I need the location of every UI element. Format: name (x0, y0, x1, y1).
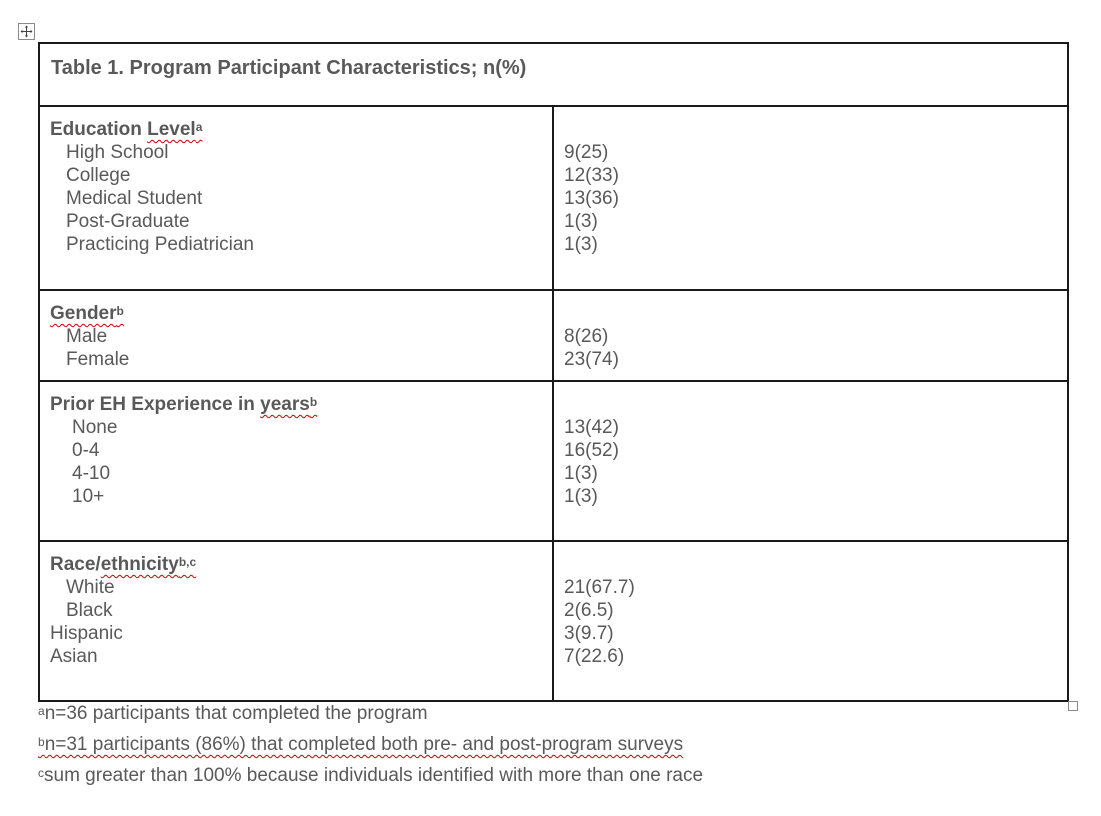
list-item-value: 12(33) (564, 165, 619, 186)
section-heading-education: Education Level$^a$ (50, 119, 203, 140)
list-item-label: High School (66, 142, 169, 163)
list-item-label: White (66, 577, 115, 598)
table-footnotes (38, 702, 703, 795)
table-move-handle-icon[interactable] (18, 23, 35, 40)
gender-label-cell[interactable] (39, 290, 553, 381)
participant-characteristics-table (38, 42, 1069, 702)
list-item-label: Medical Student (66, 188, 203, 209)
list-item-label: 4-10 (72, 463, 111, 484)
footnote-a: $^a$n=36 participants that completed the program (38, 703, 428, 724)
table-row-gender (39, 290, 1068, 381)
list-item-value: 23(74) (564, 349, 619, 370)
list-item-label: 0-4 (72, 440, 100, 461)
table-resize-handle-icon[interactable] (1068, 701, 1078, 711)
list-item-label: Black (66, 600, 113, 621)
list-item-label: Male (66, 326, 108, 347)
section-heading-race-ethnicity: Race/ethnicity$^{b,c}$ (50, 554, 197, 575)
list-item-label: Asian (50, 646, 98, 667)
list-item-value: 13(42) (564, 417, 619, 438)
list-item-label: Post-Graduate (66, 211, 190, 232)
footnote-c: $^c$sum greater than 100% because individuals identified with more than one race (38, 765, 704, 786)
list-item-value: 1(3) (564, 211, 598, 232)
section-heading-prior-experience: Prior EH Experience in years$^b$ (50, 394, 318, 415)
list-item-value: 9(25) (564, 142, 609, 163)
race-label-cell[interactable] (39, 541, 553, 701)
list-item-value: 2(6.5) (564, 600, 614, 621)
list-item-label: College (66, 165, 131, 186)
list-item-label: None (72, 417, 118, 438)
table-row-prior-experience (39, 381, 1068, 541)
list-item-label: Practicing Pediatrician (66, 234, 254, 255)
table-title-row (39, 43, 1068, 106)
list-item-value: 1(3) (564, 486, 598, 507)
list-item-value: 21(67.7) (564, 577, 635, 598)
list-item-value: 3(9.7) (564, 623, 614, 644)
list-item-value: 1(3) (564, 463, 598, 484)
list-item-value: 7(22.6) (564, 646, 625, 667)
list-item-value: 1(3) (564, 234, 598, 255)
list-item-value: 16(52) (564, 440, 619, 461)
list-item-label: Hispanic (50, 623, 123, 644)
prior-experience-value-cell[interactable] (553, 381, 1068, 541)
education-label-cell[interactable] (39, 106, 553, 290)
table-title-cell[interactable] (39, 43, 1068, 106)
race-value-cell[interactable] (553, 541, 1068, 701)
list-item-value: 13(36) (564, 188, 619, 209)
prior-experience-label-cell[interactable] (39, 381, 553, 541)
footnote-b: $^b$n=31 participants (86%) that completed both pre- and post-program surveys (38, 734, 684, 755)
table-row-education (39, 106, 1068, 290)
table-row-race-ethnicity (39, 541, 1068, 701)
list-item-value: 8(26) (564, 326, 609, 347)
list-item-label: Female (66, 349, 130, 370)
education-value-cell[interactable] (553, 106, 1068, 290)
gender-value-cell[interactable] (553, 290, 1068, 381)
list-item-label: 10+ (72, 486, 105, 507)
section-heading-gender: Gender$^b$ (50, 303, 124, 324)
table-title: Table 1. Program Participant Characteristics; n(%) (51, 57, 527, 79)
